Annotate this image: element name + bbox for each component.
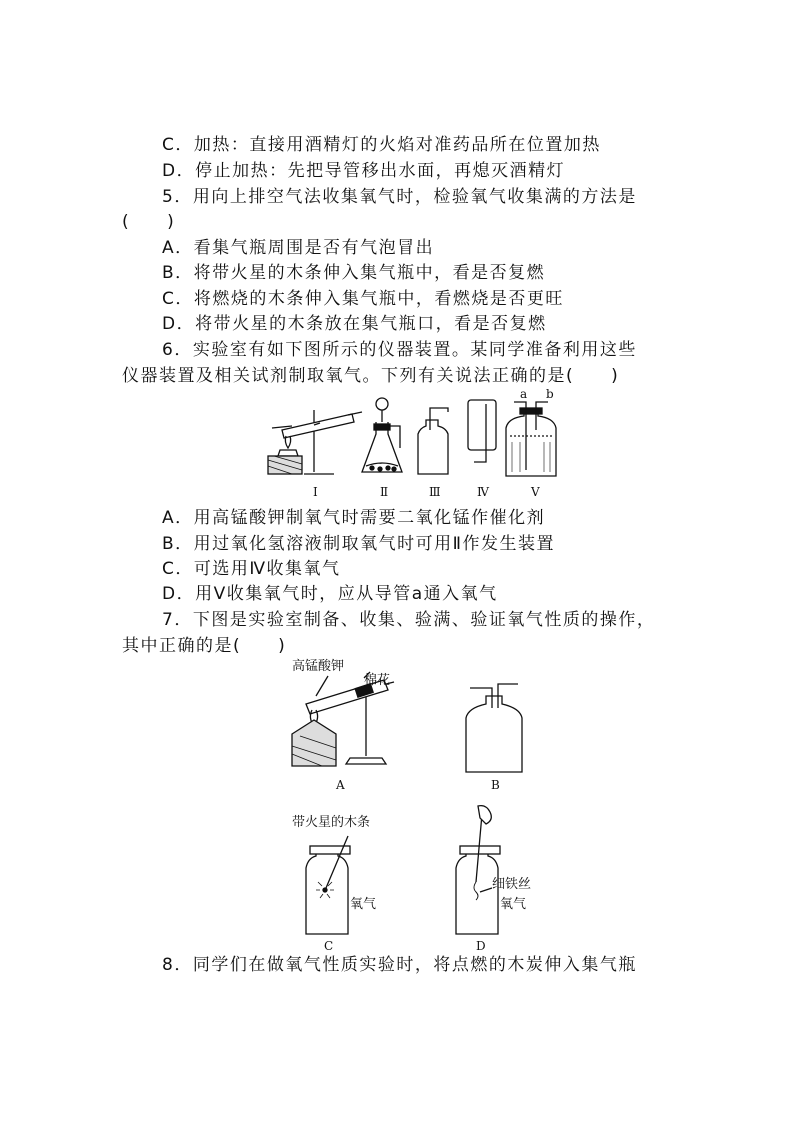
question-7-stem: 7．下图是实验室制备、收集、验满、验证氧气性质的操作， <box>162 610 656 630</box>
label-C: C <box>324 939 334 953</box>
apparatus-C <box>306 836 350 934</box>
q5-option-c: C．将燃烧的木条伸入集气瓶中，看燃烧是否更旺 <box>162 289 564 309</box>
apparatus-figure-7 <box>286 656 546 960</box>
q6-option-a: A．用高锰酸钾制氧气时需要二氧化锰作催化剂 <box>162 508 546 528</box>
question-8-stem: 8．同学们在做氧气性质实验时，将点燃的木炭伸入集气瓶 <box>162 955 637 975</box>
apparatus-I <box>268 410 362 474</box>
option-d-stop-heating: D．停止加热：先把导管移出水面，再熄灭酒精灯 <box>162 161 566 181</box>
apparatus-figure-6 <box>262 387 562 506</box>
label-II: Ⅱ <box>380 485 389 499</box>
question-5-answer-blank: ( ) <box>122 212 176 232</box>
question-5-stem: 5．用向上排空气法收集氧气时，检验氧气收集满的方法是 <box>162 187 637 207</box>
q6-option-d: D．用Ⅴ收集氧气时，应从导管a通入氧气 <box>162 584 498 604</box>
q5-option-b: B．将带火星的木条伸入集气瓶中，看是否复燃 <box>162 263 546 283</box>
label-IV: Ⅳ <box>477 485 489 499</box>
apparatus-IV <box>468 400 496 462</box>
apparatus-V <box>506 402 556 476</box>
kmno4-label: 高锰酸钾 <box>292 659 345 674</box>
q5-option-a: A．看集气瓶周围是否有气泡冒出 <box>162 238 435 258</box>
label-A: A <box>336 778 345 792</box>
apparatus-III <box>418 408 448 474</box>
apparatus-D <box>456 806 500 934</box>
tube-b-label: b <box>546 387 554 401</box>
question-6-stem: 6．实验室有如下图所示的仪器装置。某同学准备利用这些 <box>162 340 637 360</box>
question-6-stem-cont: 仪器装置及相关试剂制取氧气。下列有关说法正确的是( ) <box>122 366 620 386</box>
apparatus-B <box>466 684 522 772</box>
glowing-splint-label: 带火星的木条 <box>292 815 371 830</box>
oxygen-c-label: 氧气 <box>350 897 377 912</box>
oxygen-d-label: 氧气 <box>500 897 527 912</box>
cotton-label: 棉花 <box>364 673 391 688</box>
apparatus-II <box>362 398 402 472</box>
q6-option-c: C．可选用Ⅳ收集氧气 <box>162 559 341 579</box>
option-c-heating: C．加热：直接用酒精灯的火焰对准药品所在位置加热 <box>162 135 601 155</box>
iron-wire-label: 细铁丝 <box>492 877 532 892</box>
label-I: Ⅰ <box>313 485 318 499</box>
label-B: B <box>491 778 500 792</box>
q6-option-b: B．用过氧化氢溶液制取氧气时可用Ⅱ作发生装置 <box>162 534 556 554</box>
label-III: Ⅲ <box>429 485 441 499</box>
question-7-stem-cont: 其中正确的是( ) <box>122 636 287 656</box>
label-D: D <box>476 939 486 953</box>
label-V: Ⅴ <box>531 485 540 499</box>
tube-a-label: a <box>520 387 528 401</box>
q5-option-d: D．将带火星的木条放在集气瓶口，看是否复燃 <box>162 314 547 334</box>
